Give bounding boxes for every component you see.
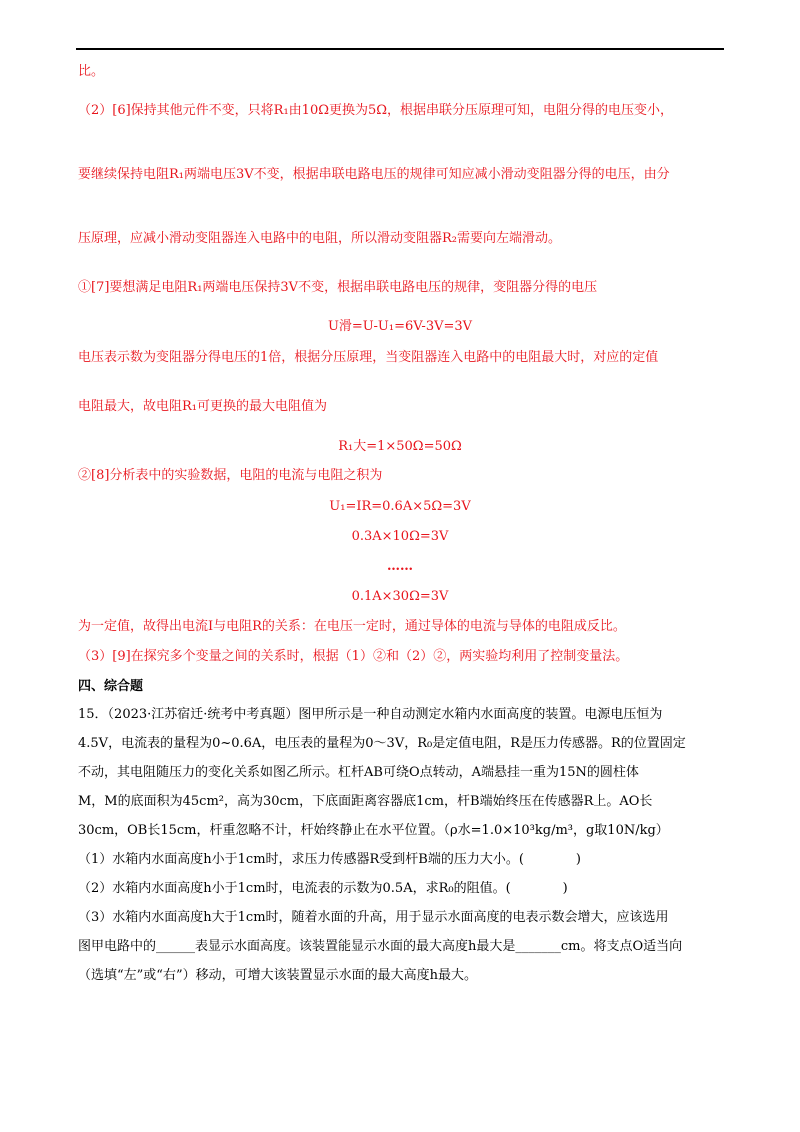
question-part-3-line-2: 图甲电路中的______表显示水面高度。该装置能显示水面的最大高度h最大是_______cm。将支点O适当向 (78, 939, 683, 954)
question-line-4: M，M的底面积为45cm²，高为30cm，下底面距离容器底1cm，杆B端始终压在传感器R上。AO长 (78, 794, 653, 809)
formula-u-slide: U滑=U-U₁=6V-3V=3V (327, 319, 473, 334)
answer-line-3: 要继续保持电阻R₁两端电压3V不变，根据串联电路电压的规律可知应减小滑动变阻器分得的电压，由分 (78, 167, 670, 182)
question-part-3-line-1: （3）水箱内水面高度h大于1cm时，随着水面的升高，用于显示水面高度的电表示数会增大，应该选用 (78, 910, 669, 925)
answer-line-7: 电阻最大，故电阻R₁可更换的最大电阻值为 (78, 399, 327, 414)
question-line-5: 30cm，OB长15cm，杆重忽略不计，杆始终静止在水平位置。（ρ水=1.0×10³kg/m³，g取10N/kg） (78, 823, 669, 838)
answer-line-2: （2）[6]保持其他元件不变，只将R₁由10Ω更换为5Ω，根据串联分压原理可知，电阻分得的电压变小， (78, 103, 674, 118)
question-part-3-line-3: （选填“左”或“右”）移动，可增大该装置显示水面的最大高度h最大。 (78, 968, 477, 983)
question-line-2: 4.5V，电流表的量程为0~0.6A，电压表的量程为0～3V，R₀是定值电阻，R是压力传感器。R的位置固定 (78, 736, 686, 751)
answer-line-4: 压原理，应减小滑动变阻器连入电路中的电阻，所以滑动变阻器R₂需要向左端滑动。 (78, 231, 562, 246)
question-part-1: （1）水箱内水面高度h小于1cm时，求压力传感器R受到杆B端的压力大小。( ) (78, 852, 582, 867)
section-heading: 四、综合题 (78, 679, 144, 694)
answer-line-10: （3）[9]在探究多个变量之间的关系时，根据（1）②和（2）②，两实验均利用了控制变量法。 (78, 649, 629, 664)
question-line-1: 15．（2023·江苏宿迁·统考中考真题）图甲所示是一种自动测定水箱内水面高度的装置。电源电压恒为 (78, 707, 663, 722)
formula-ellipsis: …… (387, 559, 413, 574)
answer-line-8: ②[8]分析表中的实验数据，电阻的电流与电阻之积为 (78, 468, 383, 483)
formula-u1-3: 0.1A×30Ω=3V (351, 589, 449, 604)
answer-line-5: ①[7]要想满足电阻R₁两端电压保持3V不变，根据串联电路电压的规律，变阻器分得的电压 (78, 280, 598, 295)
answer-line-9: 为一定值，故得出电流I与电阻R的关系：在电压一定时，通过导体的电流与导体的电阻成反比。 (78, 619, 626, 634)
question-part-2: （2）水箱内水面高度h小于1cm时，电流表的示数为0.5A，求R₀的阻值。( ) (78, 881, 568, 896)
question-line-3: 不动，其电阻随压力的变化关系如图乙所示。杠杆AB可绕O点转动，A端悬挂一重为15N的圆柱体 (78, 765, 639, 780)
answer-line-1: 比。 (78, 64, 105, 79)
header-rule (76, 48, 724, 50)
formula-r1-max: R₁大=1×50Ω=50Ω (338, 439, 462, 454)
formula-u1-1: U₁=IR=0.6A×5Ω=3V (329, 499, 471, 514)
formula-u1-2: 0.3A×10Ω=3V (351, 529, 449, 544)
answer-line-6: 电压表示数为变阻器分得电压的1倍，根据分压原理，当变阻器连入电路中的电阻最大时，对应的定值 (78, 350, 659, 365)
